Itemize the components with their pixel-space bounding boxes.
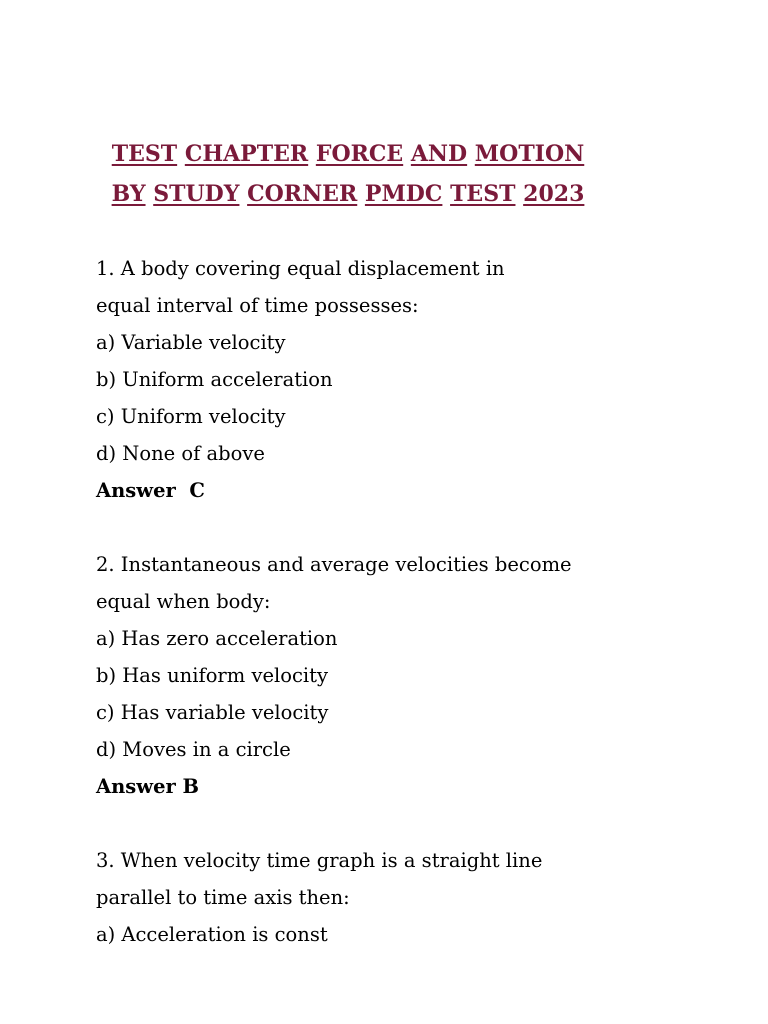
question-3 bbox=[96, 842, 656, 953]
title-word: PMDC bbox=[364, 181, 443, 207]
option-a: a) Variable velocity bbox=[96, 331, 286, 354]
option-b: b) Has uniform velocity bbox=[96, 664, 328, 687]
option-d: d) None of above bbox=[96, 442, 265, 465]
title-word: MOTION bbox=[474, 141, 585, 167]
title-word: STUDY bbox=[153, 181, 240, 207]
question-text-line: parallel to time axis then: bbox=[96, 886, 350, 909]
title-word: CORNER bbox=[247, 181, 358, 207]
answer-text: Answer C bbox=[96, 479, 205, 502]
question-text-line: 3. When velocity time graph is a straight line bbox=[96, 849, 543, 872]
answer-text: Answer B bbox=[96, 775, 200, 798]
question-text-line: 2. Instantaneous and average velocities become bbox=[96, 553, 572, 576]
title-line-2 bbox=[0, 174, 696, 214]
question-2 bbox=[96, 546, 656, 805]
title-word: BY bbox=[111, 181, 146, 207]
document-title bbox=[0, 134, 696, 214]
title-word: 2023 bbox=[523, 181, 585, 207]
option-c: c) Has variable velocity bbox=[96, 701, 329, 724]
option-c: c) Uniform velocity bbox=[96, 405, 286, 428]
title-word: TEST bbox=[450, 181, 516, 207]
title-word: AND bbox=[410, 141, 468, 167]
question-text-line: 1. A body covering equal displacement in bbox=[96, 257, 505, 280]
title-word: CHAPTER bbox=[184, 141, 309, 167]
question-1 bbox=[96, 250, 656, 509]
option-a: a) Has zero acceleration bbox=[96, 627, 338, 650]
question-text-line: equal interval of time possesses: bbox=[96, 294, 419, 317]
option-a: a) Acceleration is const bbox=[96, 923, 328, 946]
option-d: d) Moves in a circle bbox=[96, 738, 291, 761]
question-list bbox=[96, 250, 656, 990]
title-line-1 bbox=[0, 134, 696, 174]
title-word: TEST bbox=[111, 141, 178, 167]
title-word: FORCE bbox=[315, 141, 404, 167]
question-text-line: equal when body: bbox=[96, 590, 271, 613]
option-b: b) Uniform acceleration bbox=[96, 368, 333, 391]
